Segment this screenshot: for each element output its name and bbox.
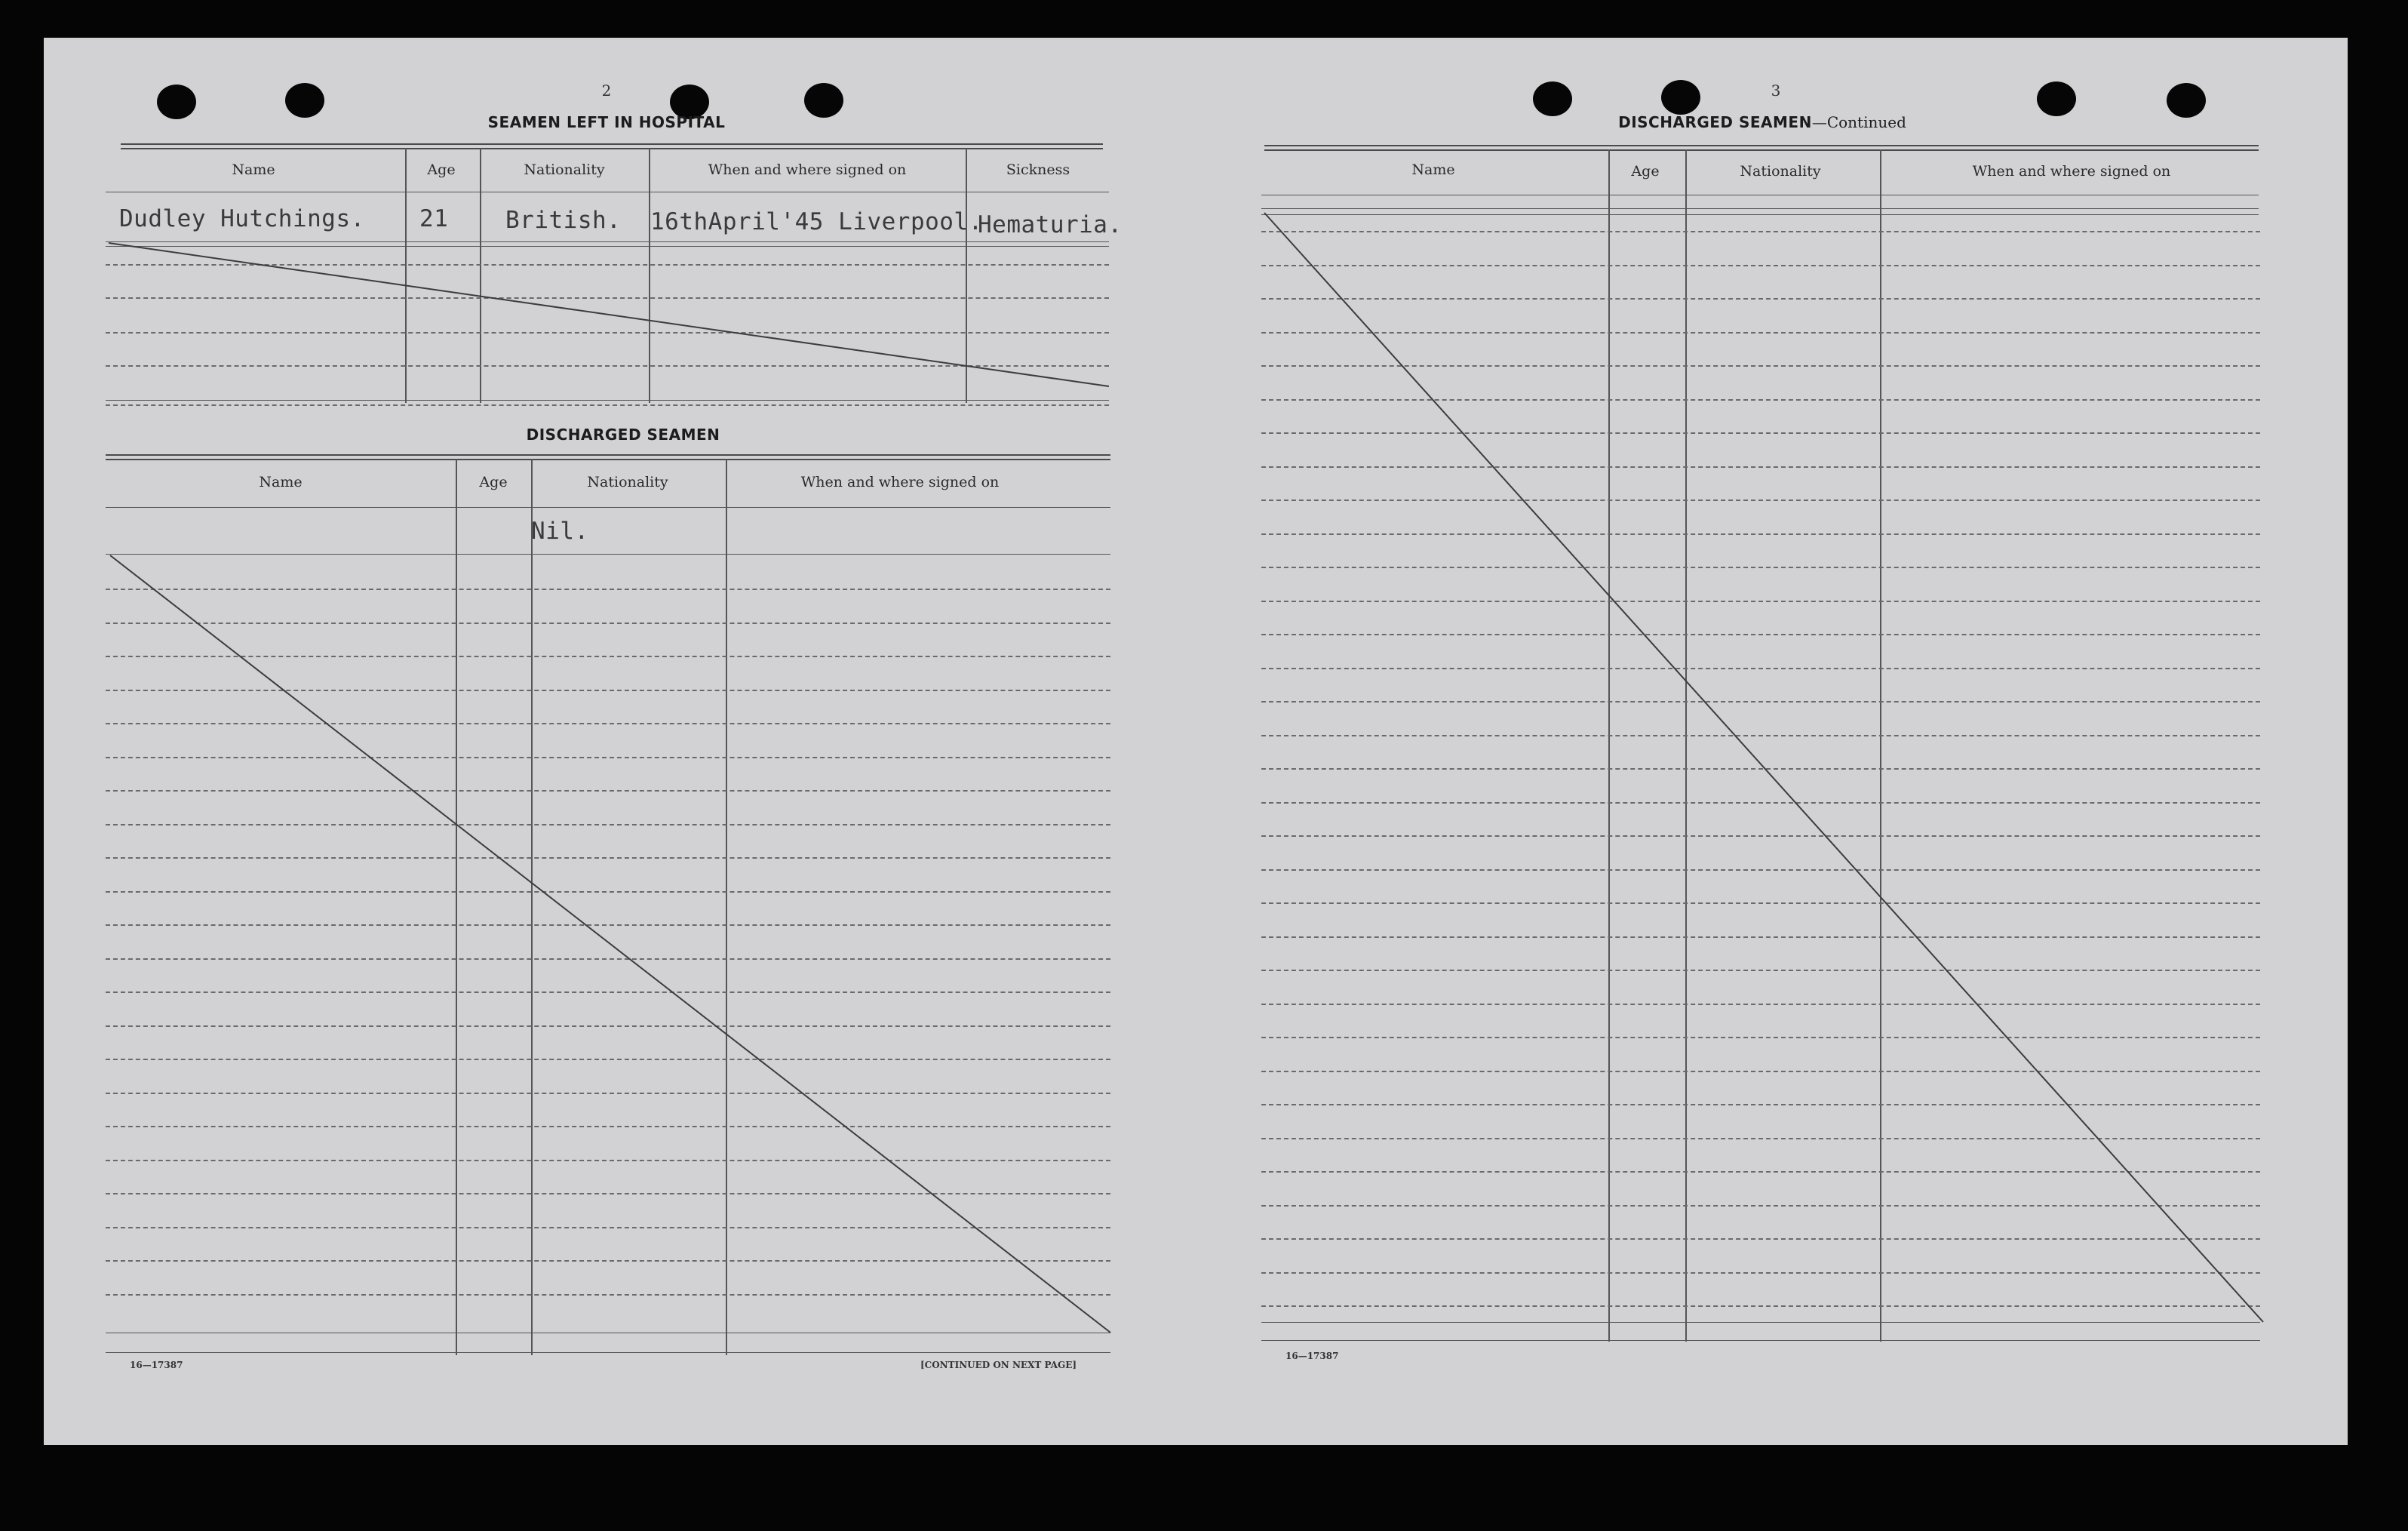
column-header-nationality: Nationality <box>524 161 605 178</box>
column-header-signed-on: When and where signed on <box>1972 163 2171 180</box>
column-header-name: Name <box>259 474 303 490</box>
column-header-name: Name <box>1411 161 1455 178</box>
column-header-signed-on: When and where signed on <box>708 161 907 178</box>
patient-name: Dudley Hutchings. <box>119 205 365 232</box>
strike-line-hospital <box>109 243 1109 386</box>
column-header-nationality: Nationality <box>587 474 668 490</box>
patient-sickness: Hematuria. <box>978 211 1123 238</box>
column-header-sickness: Sickness <box>1006 161 1070 178</box>
column-header-age: Age <box>1631 163 1660 180</box>
strike-line-discharged <box>110 555 1110 1333</box>
patient-age: 21 <box>419 205 449 232</box>
title-main: DISCHARGED SEAMEN <box>1618 113 1812 131</box>
page-number-right: 3 <box>1771 81 1781 100</box>
column-header-signed-on: When and where signed on <box>800 474 1000 490</box>
nil-entry: Nil. <box>531 518 589 545</box>
column-header-age: Age <box>479 474 508 490</box>
strike-line-continued <box>1264 213 2263 1322</box>
column-header-nationality: Nationality <box>1740 163 1821 180</box>
discharged-section-title: DISCHARGED SEAMEN <box>526 426 720 444</box>
continued-note: [CONTINUED ON NEXT PAGE] <box>920 1360 1077 1370</box>
patient-signed-on: 16thApril'45 Liverpool. <box>650 208 983 235</box>
title-suffix: —Continued <box>1811 113 1906 131</box>
column-header-age: Age <box>427 161 456 178</box>
column-header-name: Name <box>232 161 275 178</box>
hospital-section-title: SEAMEN LEFT IN HOSPITAL <box>487 113 726 131</box>
form-number-left: 16—17387 <box>130 1360 183 1370</box>
page-number-left: 2 <box>601 81 612 100</box>
form-number-right: 16—17387 <box>1285 1351 1339 1361</box>
patient-nationality: British. <box>505 207 622 234</box>
